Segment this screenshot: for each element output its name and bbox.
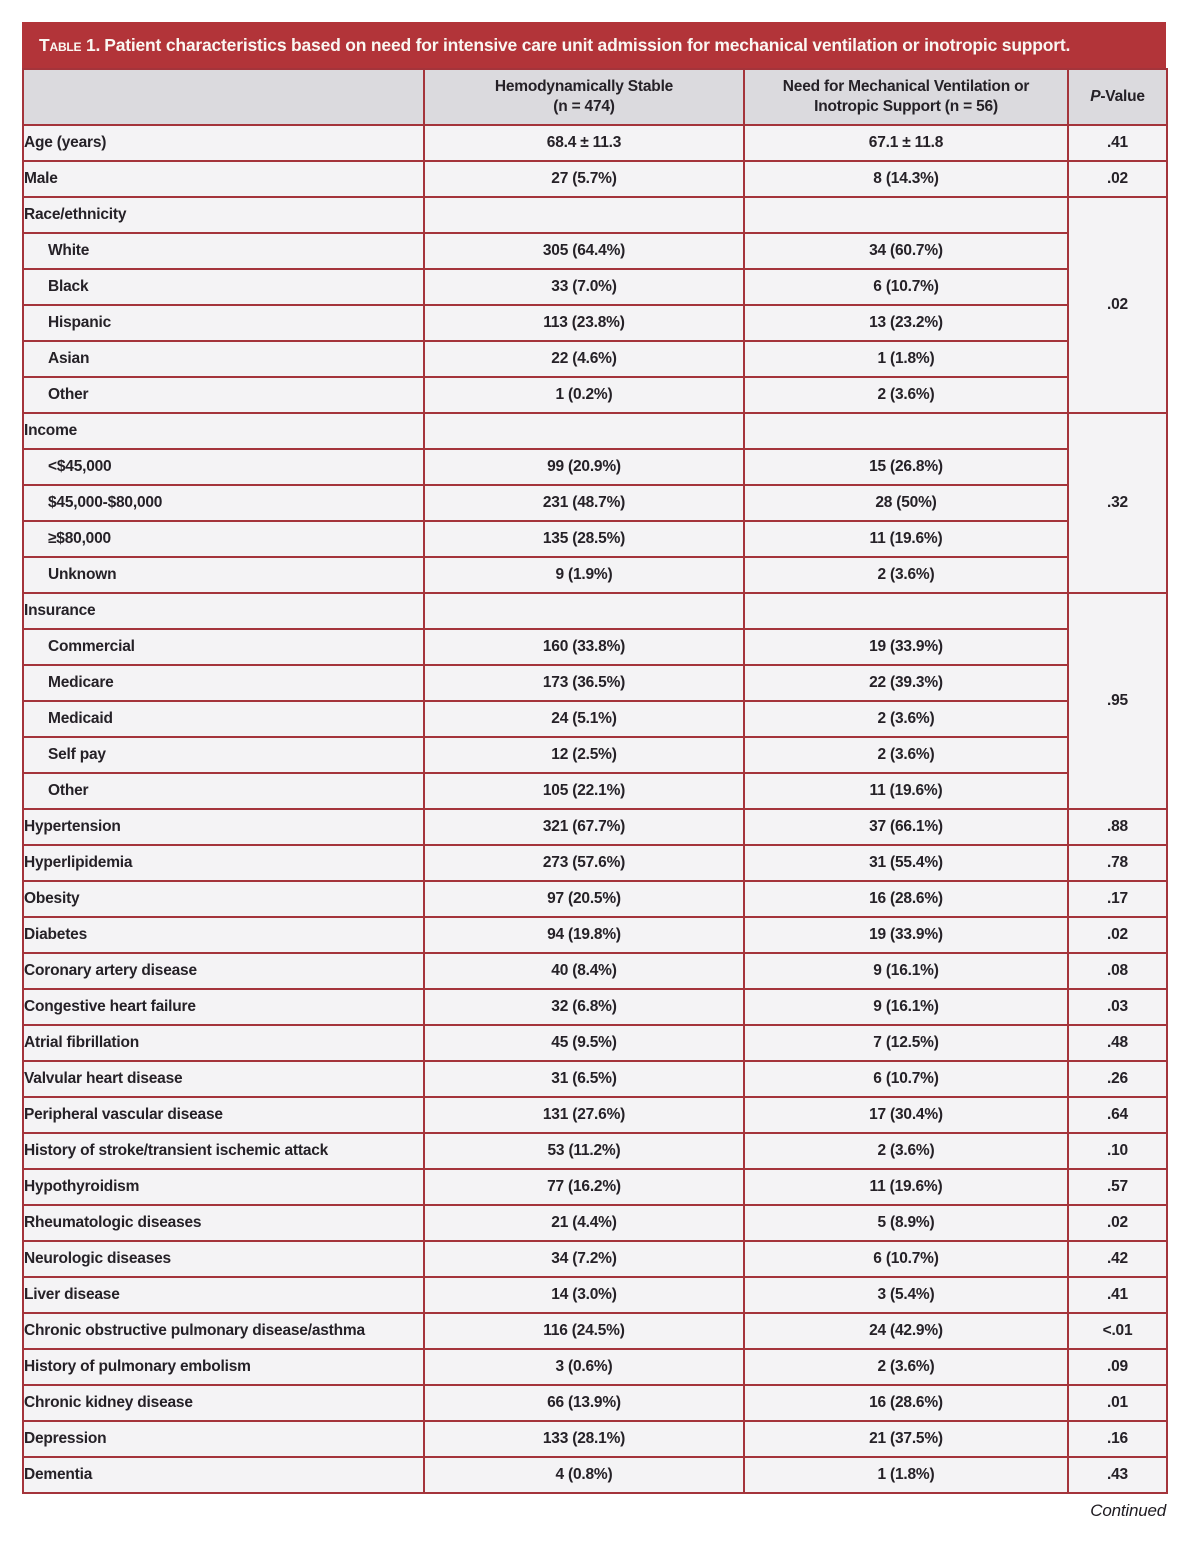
- ventilation-value: 8 (14.3%): [744, 161, 1068, 197]
- row-label: Asian: [23, 341, 424, 377]
- p-value: .43: [1068, 1457, 1167, 1493]
- p-value: .88: [1068, 809, 1167, 845]
- row-label: Hyperlipidemia: [23, 845, 424, 881]
- ventilation-value: 2 (3.6%): [744, 701, 1068, 737]
- continued-note: Continued: [1090, 1501, 1166, 1520]
- p-value: .16: [1068, 1421, 1167, 1457]
- stable-value: 3 (0.6%): [424, 1349, 744, 1385]
- stable-value: 31 (6.5%): [424, 1061, 744, 1097]
- p-value: .78: [1068, 845, 1167, 881]
- p-value: .10: [1068, 1133, 1167, 1169]
- ventilation-value: 13 (23.2%): [744, 305, 1068, 341]
- stable-value: 9 (1.9%): [424, 557, 744, 593]
- row-label: Rheumatologic diseases: [23, 1205, 424, 1241]
- row-label: ≥$80,000: [23, 521, 424, 557]
- stable-value: 94 (19.8%): [424, 917, 744, 953]
- p-value: .03: [1068, 989, 1167, 1025]
- stable-value: 45 (9.5%): [424, 1025, 744, 1061]
- row-label: White: [23, 233, 424, 269]
- ventilation-value: 6 (10.7%): [744, 1061, 1068, 1097]
- table-row: [23, 1025, 1167, 1061]
- table-row: [23, 521, 1167, 557]
- table-row: [23, 341, 1167, 377]
- ventilation-value: 9 (16.1%): [744, 989, 1068, 1025]
- ventilation-value: 67.1 ± 11.8: [744, 125, 1068, 161]
- row-label: Atrial fibrillation: [23, 1025, 424, 1061]
- table-row: [23, 989, 1167, 1025]
- p-value: .32: [1068, 413, 1167, 593]
- stable-value: 135 (28.5%): [424, 521, 744, 557]
- stable-value: 231 (48.7%): [424, 485, 744, 521]
- table-row: [23, 1277, 1167, 1313]
- table-row: [23, 1097, 1167, 1133]
- ventilation-value: 2 (3.6%): [744, 737, 1068, 773]
- table-row: [23, 377, 1167, 413]
- row-label: Hispanic: [23, 305, 424, 341]
- table-figure: [22, 22, 1166, 1521]
- table-row: [23, 197, 1167, 233]
- table-row: [23, 485, 1167, 521]
- stable-value: 173 (36.5%): [424, 665, 744, 701]
- stable-value: 27 (5.7%): [424, 161, 744, 197]
- row-label: Income: [23, 413, 424, 449]
- table-row: [23, 233, 1167, 269]
- stable-value: 321 (67.7%): [424, 809, 744, 845]
- row-label: Insurance: [23, 593, 424, 629]
- header-stable-line1: Hemodynamically Stable: [494, 77, 674, 95]
- table-row: [23, 953, 1167, 989]
- table-row: [23, 593, 1167, 629]
- stable-value: 21 (4.4%): [424, 1205, 744, 1241]
- table-title-bar: [22, 22, 1166, 68]
- table-row: [23, 557, 1167, 593]
- header-vent-line1: Need for Mechanical Ventilation or: [782, 77, 1030, 95]
- stable-value: 305 (64.4%): [424, 233, 744, 269]
- ventilation-value: 21 (37.5%): [744, 1421, 1068, 1457]
- stable-value: [424, 413, 744, 449]
- ventilation-value: 2 (3.6%): [744, 557, 1068, 593]
- stable-value: 160 (33.8%): [424, 629, 744, 665]
- table-row: [23, 1061, 1167, 1097]
- header-mechanical-ventilation: [744, 69, 1068, 125]
- ventilation-value: 24 (42.9%): [744, 1313, 1068, 1349]
- p-value: .09: [1068, 1349, 1167, 1385]
- row-label: Liver disease: [23, 1277, 424, 1313]
- stable-value: 12 (2.5%): [424, 737, 744, 773]
- stable-value: 14 (3.0%): [424, 1277, 744, 1313]
- ventilation-value: 11 (19.6%): [744, 521, 1068, 557]
- ventilation-value: 15 (26.8%): [744, 449, 1068, 485]
- stable-value: 77 (16.2%): [424, 1169, 744, 1205]
- table-body: [23, 125, 1167, 1493]
- row-label: Male: [23, 161, 424, 197]
- stable-value: 116 (24.5%): [424, 1313, 744, 1349]
- stable-value: 22 (4.6%): [424, 341, 744, 377]
- row-label: Race/ethnicity: [23, 197, 424, 233]
- ventilation-value: 9 (16.1%): [744, 953, 1068, 989]
- stable-value: 1 (0.2%): [424, 377, 744, 413]
- ventilation-value: 16 (28.6%): [744, 881, 1068, 917]
- row-label: History of pulmonary embolism: [23, 1349, 424, 1385]
- ventilation-value: 28 (50%): [744, 485, 1068, 521]
- p-value: .95: [1068, 593, 1167, 809]
- table-row: [23, 161, 1167, 197]
- row-label: Medicaid: [23, 701, 424, 737]
- p-value-italic-p: P: [1090, 87, 1101, 105]
- p-value: .41: [1068, 125, 1167, 161]
- table-row: [23, 881, 1167, 917]
- table-row: [23, 917, 1167, 953]
- row-label: $45,000-$80,000: [23, 485, 424, 521]
- stable-value: 131 (27.6%): [424, 1097, 744, 1133]
- ventilation-value: 22 (39.3%): [744, 665, 1068, 701]
- table-row: [23, 1457, 1167, 1493]
- ventilation-value: [744, 197, 1068, 233]
- row-label: Dementia: [23, 1457, 424, 1493]
- table-row: [23, 449, 1167, 485]
- row-label: Black: [23, 269, 424, 305]
- patient-characteristics-table: [22, 68, 1168, 1494]
- row-label: Chronic obstructive pulmonary disease/asthma: [23, 1313, 424, 1349]
- p-value: .26: [1068, 1061, 1167, 1097]
- row-label: <$45,000: [23, 449, 424, 485]
- p-value: .48: [1068, 1025, 1167, 1061]
- stable-value: 34 (7.2%): [424, 1241, 744, 1277]
- stable-value: 99 (20.9%): [424, 449, 744, 485]
- ventilation-value: 34 (60.7%): [744, 233, 1068, 269]
- p-value: .02: [1068, 161, 1167, 197]
- table-row: [23, 737, 1167, 773]
- table-header: [23, 69, 1167, 125]
- ventilation-value: 1 (1.8%): [744, 1457, 1068, 1493]
- p-value: .17: [1068, 881, 1167, 917]
- table-row: [23, 413, 1167, 449]
- ventilation-value: 19 (33.9%): [744, 629, 1068, 665]
- row-label: Coronary artery disease: [23, 953, 424, 989]
- ventilation-value: 2 (3.6%): [744, 1349, 1068, 1385]
- row-label: Hypothyroidism: [23, 1169, 424, 1205]
- row-label: Peripheral vascular disease: [23, 1097, 424, 1133]
- table-row: [23, 305, 1167, 341]
- ventilation-value: 16 (28.6%): [744, 1385, 1068, 1421]
- row-label: Unknown: [23, 557, 424, 593]
- p-value: .41: [1068, 1277, 1167, 1313]
- row-label: Valvular heart disease: [23, 1061, 424, 1097]
- ventilation-value: 17 (30.4%): [744, 1097, 1068, 1133]
- ventilation-value: 19 (33.9%): [744, 917, 1068, 953]
- ventilation-value: 1 (1.8%): [744, 341, 1068, 377]
- ventilation-value: 6 (10.7%): [744, 1241, 1068, 1277]
- table-row: [23, 1169, 1167, 1205]
- row-label: Depression: [23, 1421, 424, 1457]
- p-value: .57: [1068, 1169, 1167, 1205]
- header-row: [23, 69, 1167, 125]
- table-row: [23, 1313, 1167, 1349]
- table-row: [23, 1385, 1167, 1421]
- ventilation-value: 3 (5.4%): [744, 1277, 1068, 1313]
- table-row: [23, 269, 1167, 305]
- stable-value: 4 (0.8%): [424, 1457, 744, 1493]
- p-value-rest: -Value: [1100, 87, 1145, 105]
- stable-value: 105 (22.1%): [424, 773, 744, 809]
- table-row: [23, 1205, 1167, 1241]
- header-characteristic: [23, 69, 424, 125]
- row-label: Diabetes: [23, 917, 424, 953]
- ventilation-value: 2 (3.6%): [744, 377, 1068, 413]
- ventilation-value: 2 (3.6%): [744, 1133, 1068, 1169]
- p-value: .42: [1068, 1241, 1167, 1277]
- stable-value: 97 (20.5%): [424, 881, 744, 917]
- stable-value: 24 (5.1%): [424, 701, 744, 737]
- row-label: Other: [23, 377, 424, 413]
- p-value: .08: [1068, 953, 1167, 989]
- p-value: <.01: [1068, 1313, 1167, 1349]
- stable-value: 32 (6.8%): [424, 989, 744, 1025]
- stable-value: 53 (11.2%): [424, 1133, 744, 1169]
- table-row: [23, 773, 1167, 809]
- table-row: [23, 1241, 1167, 1277]
- table-row: [23, 701, 1167, 737]
- stable-value: 33 (7.0%): [424, 269, 744, 305]
- stable-value: 273 (57.6%): [424, 845, 744, 881]
- row-label: Self pay: [23, 737, 424, 773]
- ventilation-value: 11 (19.6%): [744, 773, 1068, 809]
- ventilation-value: 11 (19.6%): [744, 1169, 1068, 1205]
- p-value: .64: [1068, 1097, 1167, 1133]
- ventilation-value: 37 (66.1%): [744, 809, 1068, 845]
- ventilation-value: [744, 413, 1068, 449]
- row-label: Age (years): [23, 125, 424, 161]
- table-row: [23, 1133, 1167, 1169]
- header-stable-line2: (n = 474): [553, 98, 615, 115]
- p-value: .01: [1068, 1385, 1167, 1421]
- table-row: [23, 1421, 1167, 1457]
- table-row: [23, 845, 1167, 881]
- row-label: Medicare: [23, 665, 424, 701]
- header-vent-line2: Inotropic Support (n = 56): [814, 98, 998, 115]
- stable-value: 40 (8.4%): [424, 953, 744, 989]
- header-hemodynamically-stable: [424, 69, 744, 125]
- row-label: History of stroke/transient ischemic attack: [23, 1133, 424, 1169]
- header-p-value: [1068, 69, 1167, 125]
- stable-value: 113 (23.8%): [424, 305, 744, 341]
- row-label: Hypertension: [23, 809, 424, 845]
- stable-value: [424, 197, 744, 233]
- row-label: Neurologic diseases: [23, 1241, 424, 1277]
- p-value: .02: [1068, 197, 1167, 413]
- table-row: [23, 809, 1167, 845]
- row-label: Obesity: [23, 881, 424, 917]
- stable-value: [424, 593, 744, 629]
- ventilation-value: [744, 593, 1068, 629]
- table-row: [23, 665, 1167, 701]
- table-row: [23, 629, 1167, 665]
- stable-value: 68.4 ± 11.3: [424, 125, 744, 161]
- stable-value: 66 (13.9%): [424, 1385, 744, 1421]
- stable-value: 133 (28.1%): [424, 1421, 744, 1457]
- ventilation-value: 31 (55.4%): [744, 845, 1068, 881]
- row-label: Chronic kidney disease: [23, 1385, 424, 1421]
- ventilation-value: 6 (10.7%): [744, 269, 1068, 305]
- row-label: Commercial: [23, 629, 424, 665]
- table-number-label: Table 1.: [39, 35, 101, 55]
- p-value: .02: [1068, 917, 1167, 953]
- ventilation-value: 7 (12.5%): [744, 1025, 1068, 1061]
- p-value: .02: [1068, 1205, 1167, 1241]
- table-row: [23, 125, 1167, 161]
- table-title-text: Patient characteristics based on need for intensive care unit admission for mechanical ventilation or inotropic support.: [104, 35, 1071, 55]
- row-label: Other: [23, 773, 424, 809]
- table-row: [23, 1349, 1167, 1385]
- ventilation-value: 5 (8.9%): [744, 1205, 1068, 1241]
- row-label: Congestive heart failure: [23, 989, 424, 1025]
